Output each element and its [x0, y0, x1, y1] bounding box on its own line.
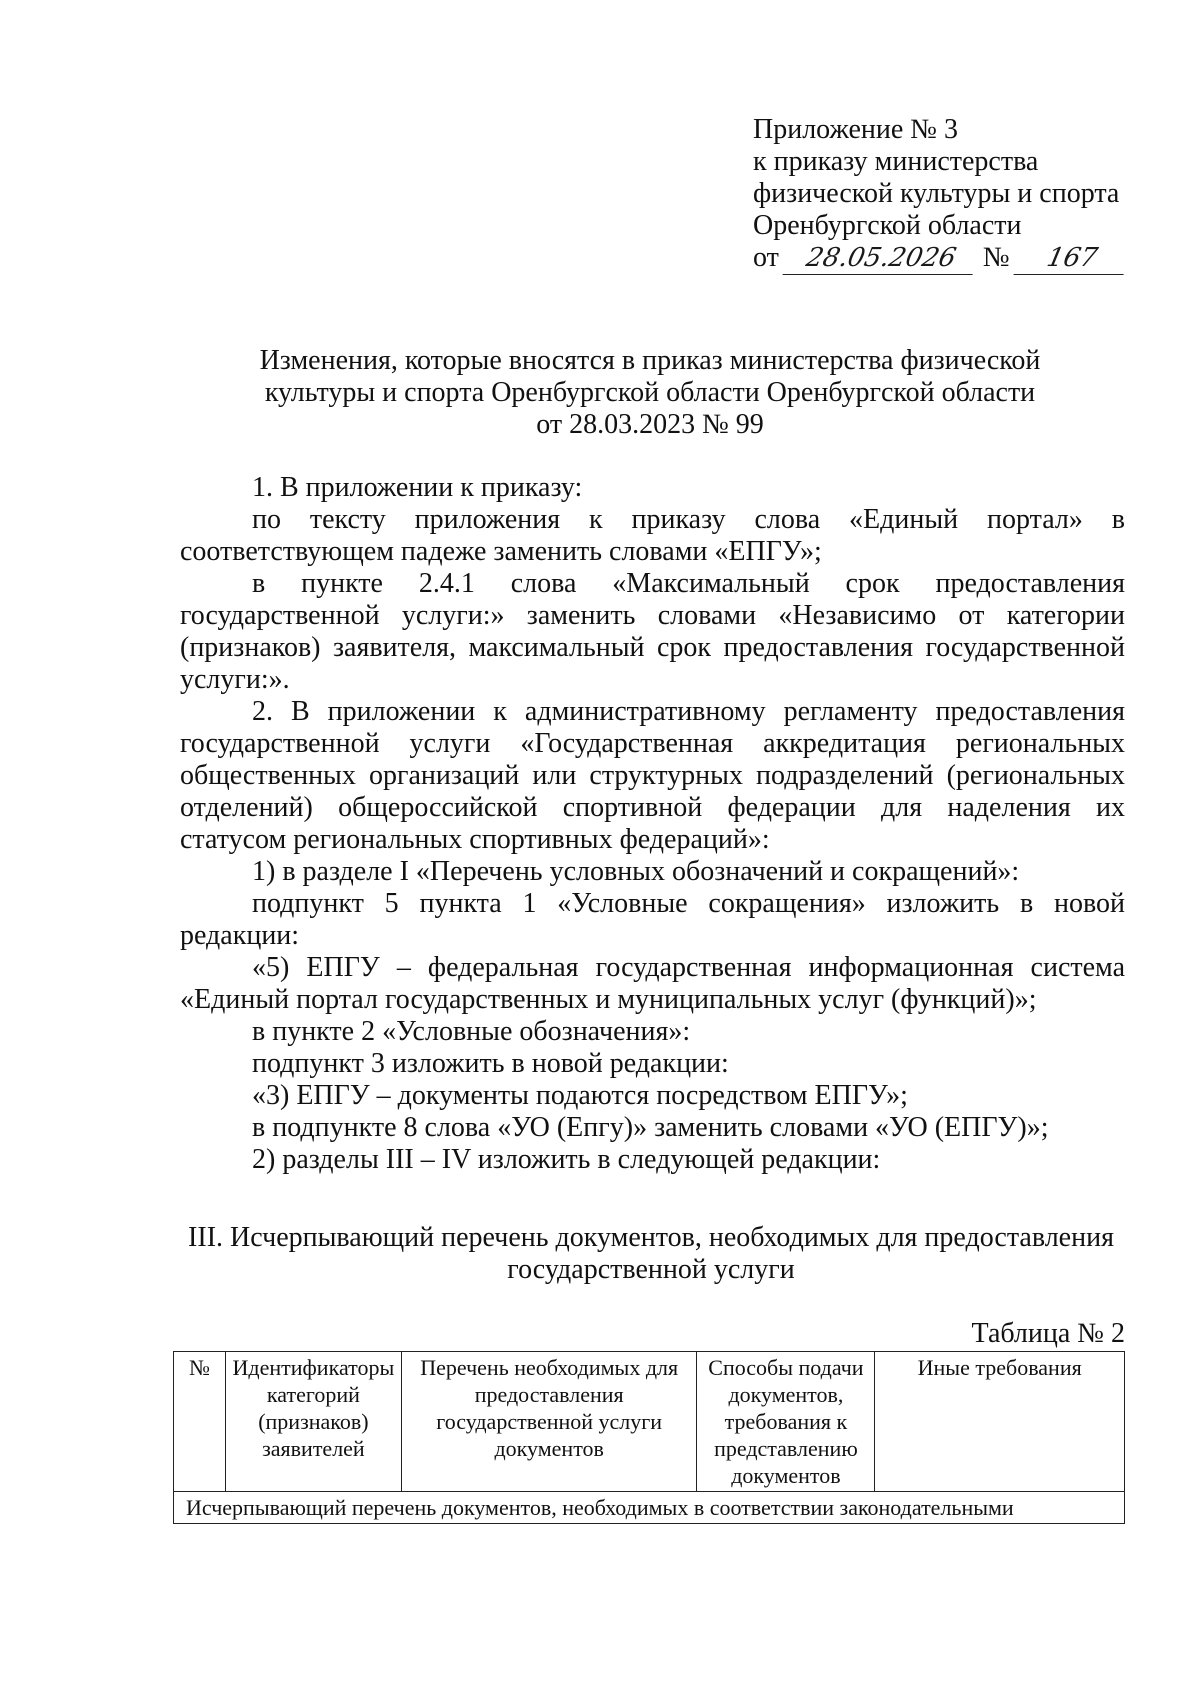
paragraph: подпункт 5 пункта 1 «Условные сокращения» изложить в новой редакции: [180, 888, 1125, 951]
paragraph: в подпункте 8 слова «УО (Епгу)» заменить словами «УО (ЕПГУ)»; [252, 1112, 1049, 1143]
appendix-region: Оренбургской области [753, 210, 1022, 241]
document-body [180, 472, 1125, 1176]
paragraph: по тексту приложения к приказу слова «Единый портал» в соответствующем падеже заменить словами «ЕПГУ»; [180, 504, 1125, 567]
handwritten-date: 28.05.2026 [782, 242, 979, 275]
paragraph: 2) разделы III – IV изложить в следующей редакции: [252, 1144, 881, 1175]
paragraph: в пункте 2.4.1 слова «Максимальный срок предоставления государственной услуги:» заменить словами «Независимо от категории (признаков) заявителя, максимальный срок предоставления государственной услуги:». [180, 568, 1125, 695]
table-row [174, 1492, 1125, 1524]
appendix-ministry: физической культуры и спорта [753, 178, 1120, 209]
document-title [180, 345, 1120, 441]
header-other-requirements: Иные требования [875, 1352, 1125, 1492]
section-heading-line-1: III. Исчерпывающий перечень документов, необходимых для предоставления [188, 1222, 1114, 1253]
table-label: Таблица № 2 [971, 1318, 1125, 1349]
title-line-2: культуры и спорта Оренбургской области Оренбургской области [264, 377, 1036, 408]
title-line-1: Изменения, которые вносятся в приказ министерства физической [259, 345, 1041, 376]
header-applicant-categories: Идентификаторы категорий (признаков) заявителей [225, 1352, 401, 1492]
documents-table [173, 1351, 1125, 1524]
paragraph: «5) ЕПГУ – федеральная государственная информационная система «Единый портал государственных и муниципальных услуг (функций)»; [180, 952, 1125, 1015]
handwritten-number: 167 [1013, 242, 1130, 275]
number-sign: № [982, 242, 1010, 273]
paragraph: 1. В приложении к приказу: [252, 472, 583, 503]
appendix-number: Приложение № 3 [753, 114, 958, 145]
paragraph: подпункт 3 изложить в новой редакции: [252, 1048, 729, 1079]
paragraph: 2. В приложении к административному регламенту предоставления государственной услуги «Государственная аккредитация региональных общественных организаций или структурных подразделений (региональных отделений) общероссийской спортивной федерации для наделения их статусом региональных спортивных федераций»: [180, 696, 1125, 855]
paragraph: в пункте 2 «Условные обозначения»: [252, 1016, 691, 1047]
table-header-row [174, 1352, 1125, 1492]
table-span-cell: Исчерпывающий перечень документов, необходимых в соответствии законодательными [174, 1492, 1125, 1524]
title-line-3: от 28.03.2023 № 99 [536, 409, 764, 440]
section-heading [176, 1222, 1126, 1286]
from-prefix: от [753, 242, 779, 273]
header-required-documents: Перечень необходимых для предоставления государственной услуги документов [401, 1352, 697, 1492]
paragraph: 1) в разделе I «Перечень условных обозначений и сокращений»: [252, 856, 1020, 887]
header-number: № [174, 1352, 226, 1492]
section-heading-line-2: государственной услуги [507, 1254, 795, 1285]
appendix-order-ref: к приказу министерства [753, 146, 1039, 177]
paragraph: «3) ЕПГУ – документы подаются посредством ЕПГУ»; [252, 1080, 908, 1111]
appendix-reference [753, 114, 1153, 275]
appendix-date-line [753, 242, 1153, 275]
header-submission-methods: Способы подачи документов, требования к представлению документов [697, 1352, 875, 1492]
